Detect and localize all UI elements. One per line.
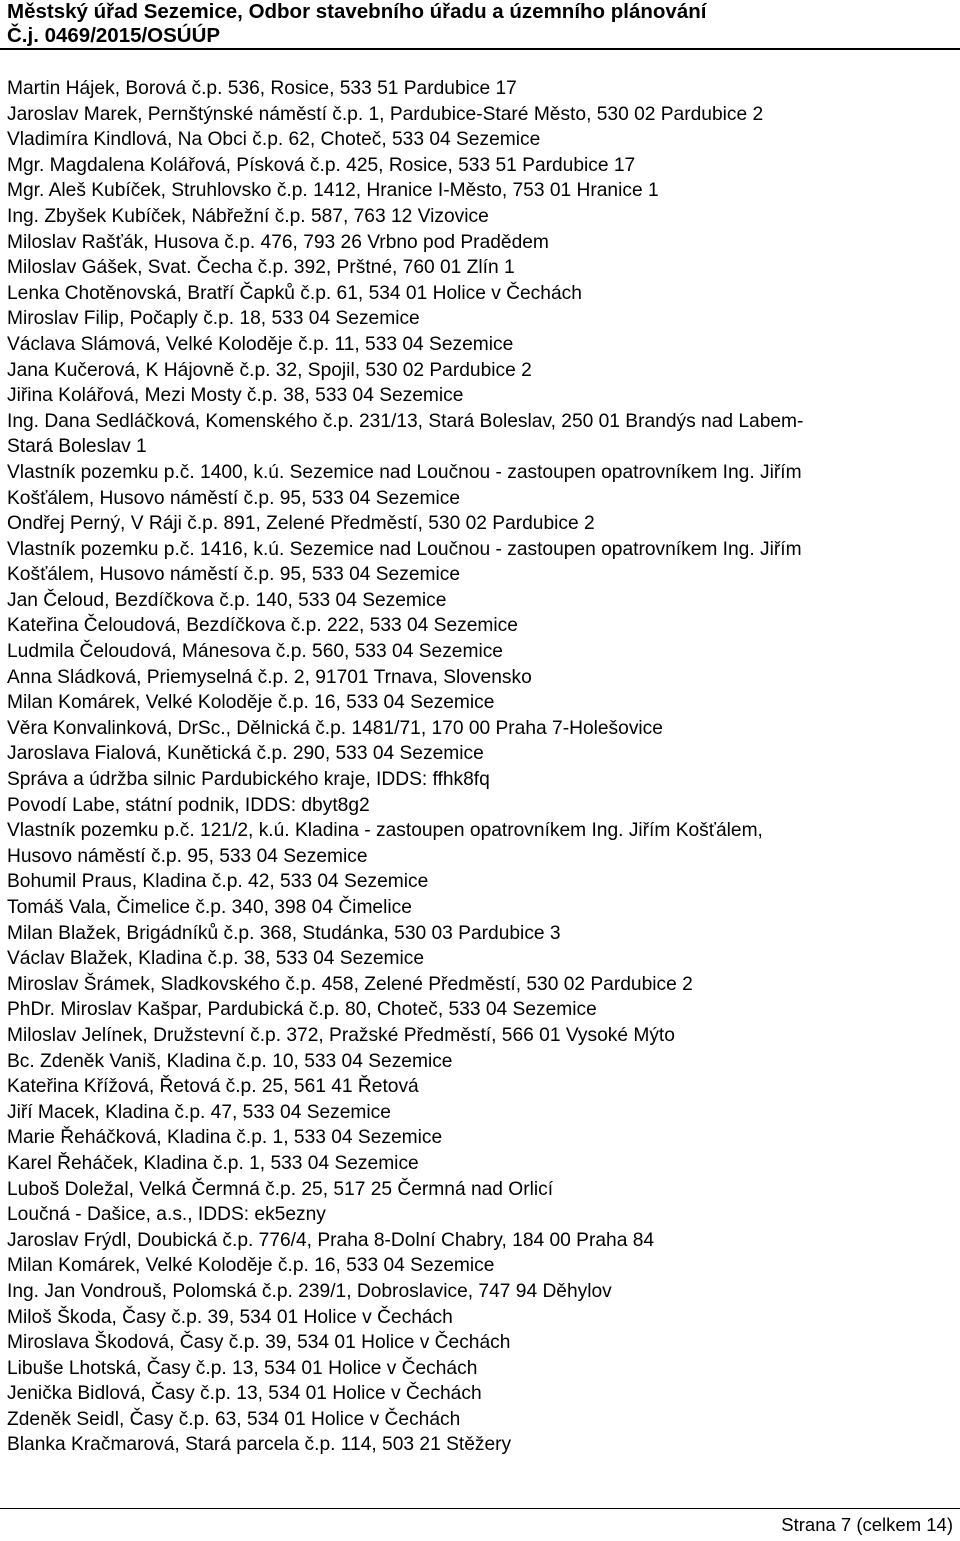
recipient-line: Miloš Škoda, Časy č.p. 39, 534 01 Holice v Čechách xyxy=(7,1306,453,1328)
office-title: Městský úřad Sezemice, Odbor stavebního úřadu a územního plánování xyxy=(7,0,707,23)
recipient-line: Lenka Chotěnovská, Bratří Čapků č.p. 61, 534 01 Holice v Čechách xyxy=(7,282,582,304)
recipient-line: Kateřina Čeloudová, Bezdíčkova č.p. 222, 533 04 Sezemice xyxy=(7,615,518,637)
recipient-line: Václav Blažek, Kladina č.p. 38, 533 04 Sezemice xyxy=(7,948,425,970)
page-number: Strana 7 (celkem 14) xyxy=(781,1514,953,1535)
recipient-line: Zdeněk Seidl, Časy č.p. 63, 534 01 Holice v Čechách xyxy=(7,1408,461,1430)
recipient-line: Miloslav Rašťák, Husova č.p. 476, 793 26 Vrbno pod Pradědem xyxy=(7,231,549,253)
recipient-line: Loučná - Dašice, a.s., IDDS: ek5ezny xyxy=(7,1204,326,1226)
recipient-line: PhDr. Miroslav Kašpar, Pardubická č.p. 80, Choteč, 533 04 Sezemice xyxy=(7,999,597,1021)
recipient-line: Jiřina Kolářová, Mezi Mosty č.p. 38, 533 04 Sezemice xyxy=(7,385,464,407)
recipient-line: Košťálem, Husovo náměstí č.p. 95, 533 04 Sezemice xyxy=(7,487,461,509)
recipient-line: Stará Boleslav 1 xyxy=(7,436,147,458)
recipient-line: Tomáš Vala, Čimelice č.p. 340, 398 04 Čimelice xyxy=(7,897,412,918)
recipient-line: Husovo náměstí č.p. 95, 533 04 Sezemice xyxy=(7,845,368,867)
recipient-line: Miroslav Šrámek, Sladkovského č.p. 458, Zelené Předměstí, 530 02 Pardubice 2 xyxy=(7,973,693,995)
recipient-line: Bc. Zdeněk Vaniš, Kladina č.p. 10, 533 04 Sezemice xyxy=(7,1050,453,1072)
recipient-line: Bohumil Praus, Kladina č.p. 42, 533 04 Sezemice xyxy=(7,871,429,893)
recipient-line: Miloslav Jelínek, Družstevní č.p. 372, Pražské Předměstí, 566 01 Vysoké Mýto xyxy=(7,1024,675,1046)
recipient-line: Košťálem, Husovo náměstí č.p. 95, 533 04 Sezemice xyxy=(7,564,461,586)
recipient-list xyxy=(7,76,953,1458)
recipient-line: Luboš Doležal, Velká Čermná č.p. 25, 517 25 Čermná nad Orlicí xyxy=(7,1178,554,1200)
recipient-line: Správa a údržba silnic Pardubického kraje, IDDS: ffhk8fq xyxy=(7,769,490,791)
recipient-line: Povodí Labe, státní podnik, IDDS: dbyt8g2 xyxy=(7,794,370,816)
recipient-line: Vlastník pozemku p.č. 1400, k.ú. Sezemice nad Loučnou - zastoupen opatrovníkem Ing. Jiřím xyxy=(7,461,802,483)
recipient-line: Ing. Dana Sedláčková, Komenského č.p. 231/13, Stará Boleslav, 250 01 Brandýs nad Labem- xyxy=(7,410,804,432)
recipient-line: Jiří Macek, Kladina č.p. 47, 533 04 Sezemice xyxy=(7,1101,391,1123)
recipient-line: Marie Řeháčková, Kladina č.p. 1, 533 04 Sezemice xyxy=(7,1127,443,1149)
recipient-line: Milan Komárek, Velké Koloděje č.p. 16, 533 04 Sezemice xyxy=(7,692,495,714)
recipient-line: Mgr. Aleš Kubíček, Struhlovsko č.p. 1412, Hranice I-Město, 753 01 Hranice 1 xyxy=(7,180,659,202)
recipient-line: Vlastník pozemku p.č. 1416, k.ú. Sezemice nad Loučnou - zastoupen opatrovníkem Ing. Jiřím xyxy=(7,538,802,560)
recipient-line: Ing. Zbyšek Kubíček, Nábřežní č.p. 587, 763 12 Vizovice xyxy=(7,205,489,227)
recipient-line: Vladimíra Kindlová, Na Obci č.p. 62, Choteč, 533 04 Sezemice xyxy=(7,129,541,151)
recipient-line: Jan Čeloud, Bezdíčkova č.p. 140, 533 04 Sezemice xyxy=(7,589,447,611)
recipient-line: Ludmila Čeloudová, Mánesova č.p. 560, 533 04 Sezemice xyxy=(7,641,503,663)
recipient-line: Miloslav Gášek, Svat. Čecha č.p. 392, Prštné, 760 01 Zlín 1 xyxy=(7,257,515,279)
recipient-line: Jana Kučerová, K Hájovně č.p. 32, Spojil, 530 02 Pardubice 2 xyxy=(7,359,532,381)
recipient-line: Ing. Jan Vondrouš, Polomská č.p. 239/1, Dobroslavice, 747 94 Děhylov xyxy=(7,1280,612,1302)
recipient-line: Anna Sládková, Priemyselná č.p. 2, 91701 Trnava, Slovensko xyxy=(7,666,532,688)
recipient-line: Jaroslav Frýdl, Doubická č.p. 776/4, Praha 8-Dolní Chabry, 184 00 Praha 84 xyxy=(7,1229,655,1251)
recipient-line: Kateřina Křížová, Řetová č.p. 25, 561 41 Řetová xyxy=(7,1076,419,1098)
header-divider xyxy=(0,48,960,50)
recipient-line: Karel Řeháček, Kladina č.p. 1, 533 04 Sezemice xyxy=(7,1152,419,1174)
recipient-line: Miroslava Škodová, Časy č.p. 39, 534 01 Holice v Čechách xyxy=(7,1332,511,1354)
recipient-line: Libuše Lhotská, Časy č.p. 13, 534 01 Holice v Čechách xyxy=(7,1357,478,1379)
recipient-line: Jaroslav Marek, Pernštýnské náměstí č.p. 1, Pardubice-Staré Město, 530 02 Pardubice 2 xyxy=(7,103,764,125)
page-header xyxy=(7,0,953,48)
footer-divider xyxy=(0,1508,960,1509)
recipient-line: Jenička Bidlová, Časy č.p. 13, 534 01 Holice v Čechách xyxy=(7,1383,482,1405)
recipient-line: Martin Hájek, Borová č.p. 536, Rosice, 533 51 Pardubice 17 xyxy=(7,78,517,99)
recipient-line: Milan Blažek, Brigádníků č.p. 368, Studánka, 530 03 Pardubice 3 xyxy=(7,922,561,944)
recipient-line: Ondřej Perný, V Ráji č.p. 891, Zelené Předměstí, 530 02 Pardubice 2 xyxy=(7,513,595,535)
recipient-line: Milan Komárek, Velké Koloděje č.p. 16, 533 04 Sezemice xyxy=(7,1255,495,1277)
recipient-line: Věra Konvalinková, DrSc., Dělnická č.p. 1481/71, 170 00 Praha 7-Holešovice xyxy=(7,717,663,739)
reference-number: Č.j. 0469/2015/OSÚÚP xyxy=(7,24,221,47)
recipient-line: Blanka Kračmarová, Stará parcela č.p. 114, 503 21 Stěžery xyxy=(7,1434,512,1456)
recipient-line: Václava Slámová, Velké Koloděje č.p. 11, 533 04 Sezemice xyxy=(7,333,514,355)
recipient-line: Miroslav Filip, Počaply č.p. 18, 533 04 Sezemice xyxy=(7,308,420,330)
recipient-line: Vlastník pozemku p.č. 121/2, k.ú. Kladina - zastoupen opatrovníkem Ing. Jiřím Košťálem, xyxy=(7,820,763,842)
recipient-line: Mgr. Magdalena Kolářová, Písková č.p. 425, Rosice, 533 51 Pardubice 17 xyxy=(7,154,636,176)
recipient-line: Jaroslava Fialová, Kunětická č.p. 290, 533 04 Sezemice xyxy=(7,743,484,765)
